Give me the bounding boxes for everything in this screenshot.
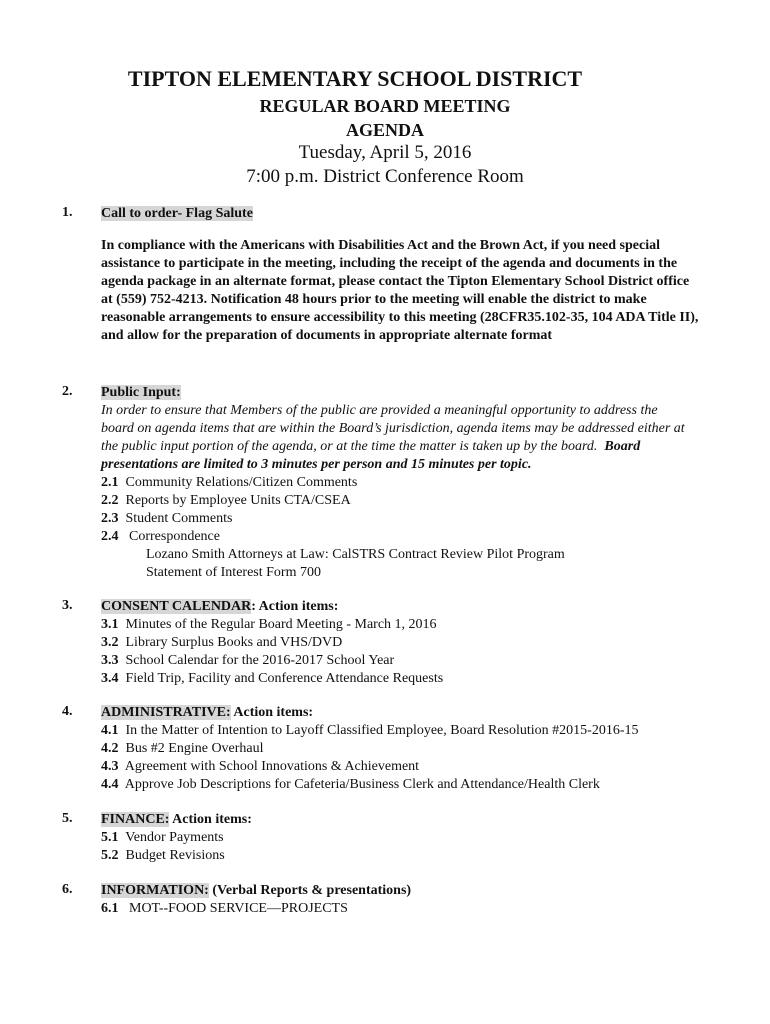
list-item bbox=[101, 722, 701, 740]
list-item bbox=[101, 900, 701, 918]
list-item bbox=[101, 670, 701, 688]
section-heading: ADMINISTRATIVE: bbox=[101, 705, 231, 720]
item-number: 2.2 bbox=[101, 493, 119, 508]
section-heading: INFORMATION: bbox=[101, 883, 209, 898]
section-heading: Public Input: bbox=[101, 385, 181, 400]
list-item bbox=[101, 528, 691, 546]
item-number: 3.4 bbox=[101, 671, 119, 686]
sub-item: Statement of Interest Form 700 bbox=[146, 565, 321, 580]
item-text: School Calendar for the 2016-2017 School Year bbox=[125, 653, 395, 668]
item-number: 2.1 bbox=[101, 475, 119, 490]
section-body bbox=[101, 704, 701, 794]
section-number: 6. bbox=[62, 882, 73, 897]
item-text: Student Comments bbox=[125, 511, 233, 526]
item-text: Reports by Employee Units CTA/CSEA bbox=[125, 493, 351, 508]
section-body bbox=[101, 384, 691, 582]
item-number: 4.1 bbox=[101, 723, 119, 738]
item-number: 4.3 bbox=[101, 759, 119, 774]
item-number: 5.1 bbox=[101, 830, 119, 845]
item-text: In the Matter of Intention to Layoff Classified Employee, Board Resolution #2015-2016-15 bbox=[125, 723, 639, 738]
list-item bbox=[101, 616, 701, 634]
list-item bbox=[101, 740, 701, 758]
item-text: Minutes of the Regular Board Meeting - March 1, 2016 bbox=[125, 617, 437, 632]
item-text: Library Surplus Books and VHS/DVD bbox=[125, 635, 343, 650]
ada-notice: In compliance with the Americans with Disabilities Act and the Brown Act, if you need special assistance to participate in the meeting, including the receipt of the agenda and documents in the agenda package in an alternate format, please contact the Tipton Elementary School District office at (559) 752-4213. Notification 48 hours prior to the meeting will enable the district to make reasonable arrangements to ensure accessibility to this meeting (28CFR35.102-35, 104 ADA Title II), and allow for the preparation of documents in appropriate alternate format bbox=[101, 238, 699, 343]
section-heading-suffix: Action items: bbox=[169, 812, 252, 827]
section-heading: CONSENT CALENDAR bbox=[101, 599, 252, 614]
list-item bbox=[101, 474, 691, 492]
meeting-date: Tuesday, April 5, 2016 bbox=[298, 142, 472, 163]
section-number: 3. bbox=[62, 598, 73, 613]
item-number: 4.4 bbox=[101, 777, 119, 792]
section-heading-suffix: Action items: bbox=[230, 705, 314, 720]
section-number: 1. bbox=[62, 205, 73, 220]
sub-item: Lozano Smith Attorneys at Law: CalSTRS Contract Review Pilot Program bbox=[146, 547, 565, 562]
item-text: Field Trip, Facility and Conference Attendance Requests bbox=[125, 671, 444, 686]
item-number: 3.3 bbox=[101, 653, 119, 668]
item-text: Budget Revisions bbox=[125, 848, 225, 863]
item-number: 4.2 bbox=[101, 741, 119, 756]
time-limit-text: Board presentations are limited to 3 minutes per person and 15 minutes per topic. bbox=[101, 439, 641, 472]
list-item bbox=[101, 510, 691, 528]
item-text: Approve Job Descriptions for Cafeteria/Business Clerk and Attendance/Health Clerk bbox=[124, 777, 600, 792]
item-text: Correspondence bbox=[129, 529, 220, 544]
section-body bbox=[101, 811, 701, 865]
notice-text: In order to ensure that Members of the public are provided a meaningful opportunity to address the board on agenda items that are within the Board’s jurisdiction, agenda items may be addressed either at the public input portion of the agenda, or at the time the matter is taken up by the board. bbox=[101, 403, 685, 454]
list-item bbox=[101, 634, 701, 652]
agenda-title: AGENDA bbox=[345, 120, 424, 140]
section-heading: FINANCE: bbox=[101, 812, 170, 827]
section-heading: Call to order- Flag Salute bbox=[101, 206, 253, 221]
section-body bbox=[101, 882, 701, 918]
list-item bbox=[101, 758, 701, 776]
section-body bbox=[101, 205, 701, 345]
item-text: Vendor Payments bbox=[125, 830, 224, 845]
district-title: TIPTON ELEMENTARY SCHOOL DISTRICT bbox=[127, 66, 583, 91]
item-number: 6.1 bbox=[101, 901, 119, 916]
meeting-title: REGULAR BOARD MEETING bbox=[259, 96, 511, 116]
item-number: 2.4 bbox=[101, 529, 119, 544]
item-text: Community Relations/Citizen Comments bbox=[125, 475, 358, 490]
item-number: 5.2 bbox=[101, 848, 119, 863]
meeting-time-place: 7:00 p.m. District Conference Room bbox=[246, 166, 524, 187]
list-item bbox=[101, 492, 691, 510]
item-number: 3.1 bbox=[101, 617, 119, 632]
list-item bbox=[101, 652, 701, 670]
section-number: 5. bbox=[62, 811, 73, 826]
section-body bbox=[101, 598, 701, 688]
section-number: 2. bbox=[62, 384, 73, 399]
item-text: Agreement with School Innovations & Achievement bbox=[124, 759, 420, 774]
item-text: MOT--FOOD SERVICE—PROJECTS bbox=[129, 901, 348, 916]
item-number: 2.3 bbox=[101, 511, 119, 526]
list-item bbox=[101, 847, 701, 865]
section-heading-suffix: : Action items: bbox=[251, 599, 339, 614]
list-item bbox=[101, 829, 701, 847]
list-item bbox=[101, 776, 701, 794]
section-number: 4. bbox=[62, 704, 73, 719]
section-heading-suffix: (Verbal Reports & presentations) bbox=[208, 883, 412, 898]
item-number: 3.2 bbox=[101, 635, 119, 650]
public-input-notice bbox=[101, 402, 691, 474]
item-text: Bus #2 Engine Overhaul bbox=[125, 741, 264, 756]
